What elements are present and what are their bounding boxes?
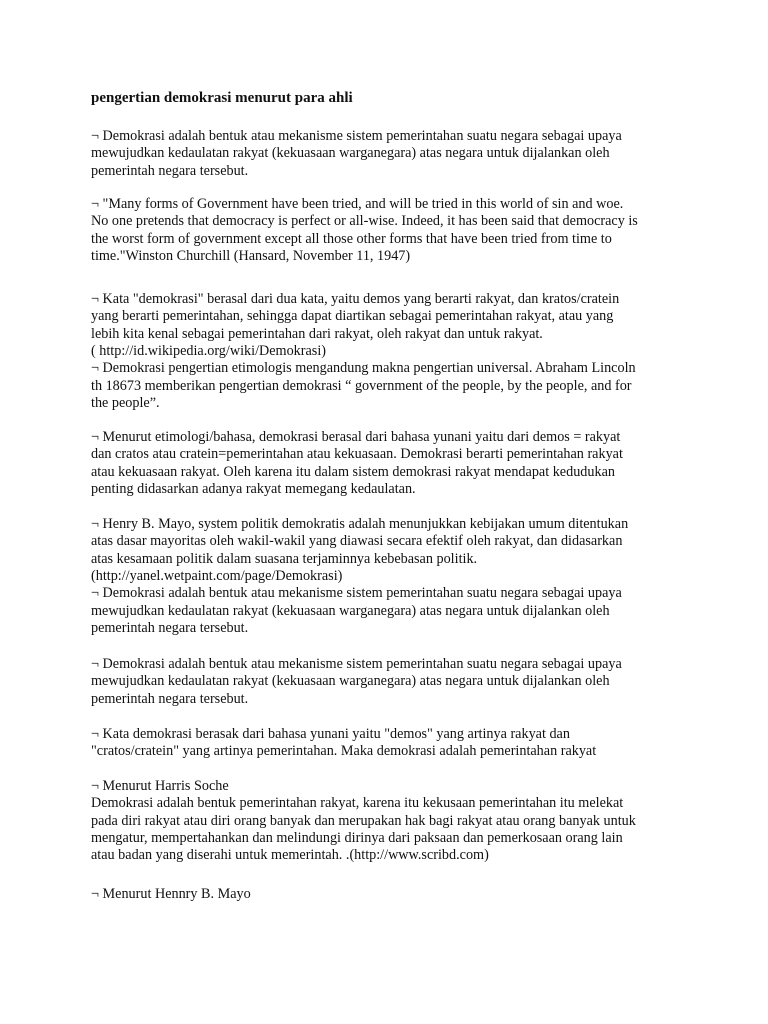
paragraph-8-line-4: mengatur, mempertahankan dan melindungi dirinya dari paksaan dan pemerkosaan orang lain	[91, 829, 623, 846]
paragraph-5-line-3: atas kesamaan politik dalam suasana terjaminnya kebebasan politik.	[91, 550, 478, 567]
paragraph-3-line-5: ¬ Demokrasi pengertian etimologis mengandung makna pengertian universal. Abraham Lincoln	[91, 360, 636, 377]
paragraph-5-line-2: atas dasar mayoritas oleh wakil-wakil yang diawasi secara efektif oleh rakyat, dan didasarkan	[91, 533, 623, 550]
paragraph-1-line-1: ¬ Demokrasi adalah bentuk atau mekanisme sistem pemerintahan suatu negara sebagai upaya	[91, 128, 622, 144]
paragraph-5-line-5: ¬ Demokrasi adalah bentuk atau mekanisme sistem pemerintahan suatu negara sebagai upaya	[91, 585, 622, 602]
paragraph-8-line-5: atau badan yang diserahi untuk memerintah. .(http://www.scribd.com)	[91, 847, 489, 864]
paragraph-5-line-7: pemerintah negara tersebut.	[91, 619, 249, 636]
paragraph-2-line-2: No one pretends that democracy is perfect or all-wise. Indeed, it has been said that democracy is	[91, 213, 638, 230]
paragraph-5-line-4: (http://yanel.wetpaint.com/page/Demokrasi)	[91, 567, 343, 584]
paragraph-4-line-3: atau kekuasaan rakyat. Oleh karena itu dalam sistem demokrasi rakyat mendapat kedudukan	[91, 463, 615, 480]
paragraph-7-line-1: ¬ Kata demokrasi berasak dari bahasa yunani yaitu "demos" yang artinya rakyat dan	[91, 726, 570, 742]
paragraph-6-line-1: ¬ Demokrasi adalah bentuk atau mekanisme sistem pemerintahan suatu negara sebagai upaya	[91, 656, 622, 672]
paragraph-6-line-3: pemerintah negara tersebut.	[91, 690, 249, 707]
paragraph-9-line-1: ¬ Menurut Hennry B. Mayo	[91, 886, 251, 902]
paragraph-8-line-1: ¬ Menurut Harris Soche	[91, 778, 229, 794]
paragraph-4-line-2: dan cratos atau cratein=pemerintahan atau kekuasaan. Demokrasi berarti pemerintahan rakyat	[91, 446, 623, 463]
paragraph-1-line-2: mewujudkan kedaulatan rakyat (kekuasaan warganegara) atas negara untuk dijalankan oleh	[91, 145, 610, 162]
paragraph-8-line-3: pada diri rakyat atau diri orang banyak dan merupakan hak bagi rakyat atau orang banyak untuk	[91, 812, 636, 829]
paragraph-5-line-6: mewujudkan kedaulatan rakyat (kekuasaan warganegara) atas negara untuk dijalankan oleh	[91, 602, 610, 619]
paragraph-2-line-1: ¬ "Many forms of Government have been tried, and will be tried in this world of sin and woe.	[91, 196, 624, 212]
paragraph-2-line-4: time."Winston Churchill (Hansard, November 11, 1947)	[91, 247, 411, 264]
paragraph-7-line-2: "cratos/cratein" yang artinya pemerintahan. Maka demokrasi adalah pemerintahan rakyat	[91, 743, 597, 760]
paragraph-3-line-7: the people”.	[91, 394, 160, 411]
document-title: pengertian demokrasi menurut para ahli	[91, 90, 353, 106]
paragraph-3-line-2: yang berarti pemerintahan, sehingga dapat diartikan sebagai pemerintahan rakyat, atau yang	[91, 308, 614, 325]
paragraph-3-line-3: lebih kita kenal sebagai pemerintahan dari rakyat, oleh rakyat dan untuk rakyat.	[91, 325, 543, 342]
paragraph-2-line-3: the worst form of government except all those other forms that have been tried from time to	[91, 230, 612, 247]
paragraph-8-line-2: Demokrasi adalah bentuk pemerintahan rakyat, karena itu kekusaan pemerintahan itu melekat	[91, 795, 624, 812]
paragraph-6-line-2: mewujudkan kedaulatan rakyat (kekuasaan warganegara) atas negara untuk dijalankan oleh	[91, 673, 610, 690]
paragraph-3-line-6: th 18673 memberikan pengertian demokrasi “ government of the people, by the people, and for	[91, 377, 632, 394]
paragraph-3-line-4: ( http://id.wikipedia.org/wiki/Demokrasi)	[91, 342, 326, 359]
paragraph-1-line-3: pemerintah negara tersebut.	[91, 162, 249, 179]
paragraph-4-line-4: penting didasarkan adanya rakyat memegang kedaulatan.	[91, 480, 416, 497]
paragraph-3-line-1: ¬ Kata "demokrasi" berasal dari dua kata, yaitu demos yang berarti rakyat, dan kratos/cratein	[91, 291, 620, 307]
paragraph-4-line-1: ¬ Menurut etimologi/bahasa, demokrasi berasal dari bahasa yunani yaitu dari demos = rakyat	[91, 429, 621, 445]
paragraph-5-line-1: ¬ Henry B. Mayo, system politik demokratis adalah menunjukkan kebijakan umum ditentukan	[91, 516, 629, 532]
